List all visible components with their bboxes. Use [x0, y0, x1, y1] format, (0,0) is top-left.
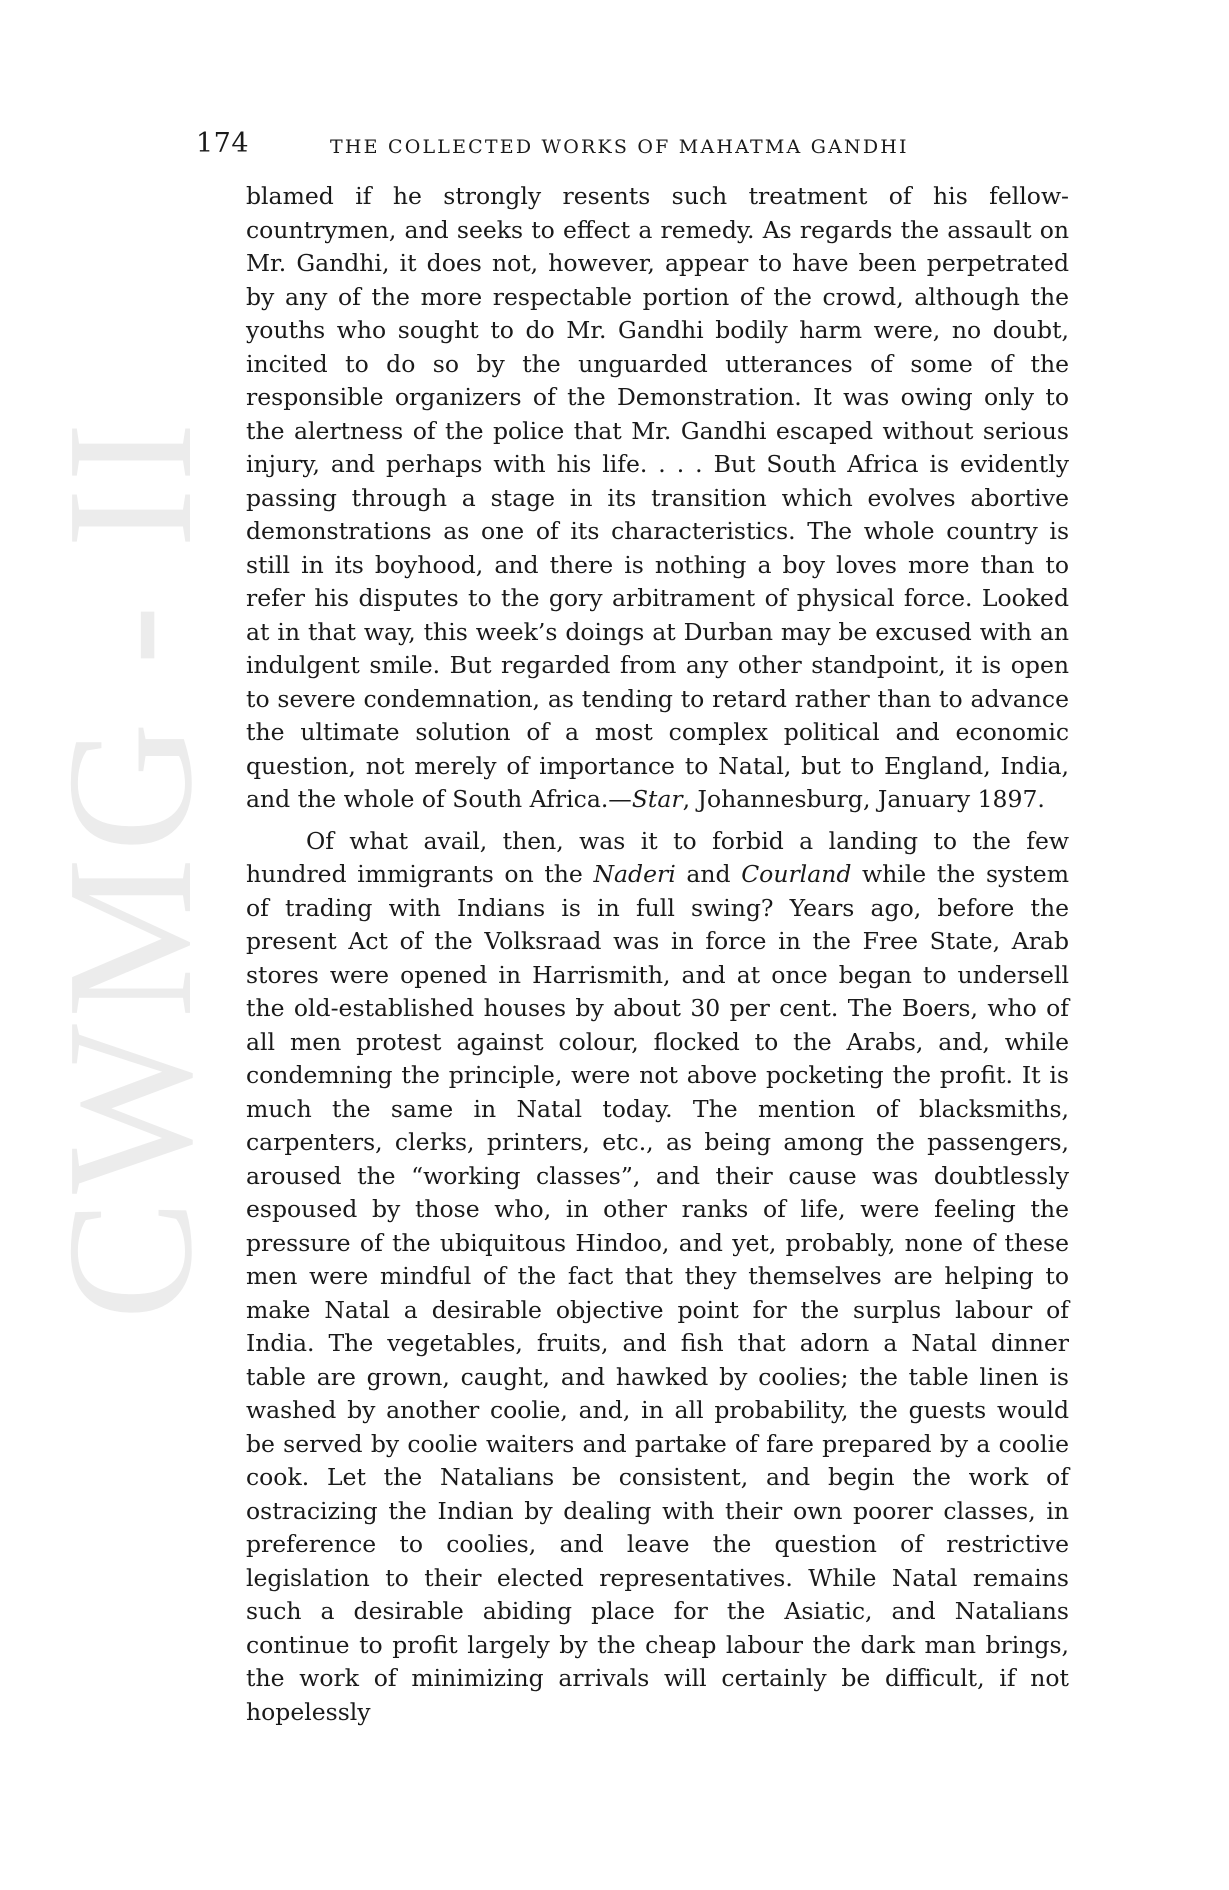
quote-paragraph — [246, 180, 1069, 817]
quoted-extract — [246, 180, 1069, 817]
paragraph-part-3: while the system of trading with Indians is in full swing? Years ago, before the present Act of the Volksraad was in force in the Free State, Arab stores were opened in Harrismith, and at once began to undersell the old-established houses by about 30 per cent. The Boers, who of all men protest against colour, flocked to the Arabs, and, while condemning the principle, were not above pocketing the profit. It is much the same in Natal today. The mention of blacksmiths, carpenters, clerks, printers, etc., as being among the passengers, aroused the “working classes”, and their cause was doubtlessly espoused by those who, in other ranks of life, were feeling the pressure of the ubiquitous Hindoo, and yet, probably, none of these men were mindful of the fact that they themselves are helping to make Natal a desirable objective point for the surplus labour of India. The vegetables, fruits, and fish that adorn a Natal dinner table are grown, caught, and hawked by coolies; the table linen is washed by another coolie, and, in all probability, the guests would be served by coolie waiters and partake of fare prepared by a coolie cook. Let the Natalians be consistent, and begin the work of ostracizing the Indian by dealing with their own poorer classes, in preference to coolies, and leave the question of restrictive legislation to their elected representatives. While Natal remains such a desirable abiding place for the Asiatic, and Natalians continue to profit largely by the cheap labour the dark man brings, the work of minimizing arrivals will certainly be difficult, if not hopelessly — [246, 860, 1069, 1726]
body-text — [246, 180, 1069, 1729]
page-number: 174 — [196, 128, 250, 159]
paragraph-part-1: Of what avail, then, was it to forbid a landing to the few hundred immigrants on the — [246, 826, 1069, 888]
quote-text: blamed if he strongly resents such treatment of his fellow-countrymen, and seeks to effect a remedy. As regards the assault on Mr. Gandhi, it does not, however, appear to have been perpetrated by any of the more respectable portion of the crowd, although the youths who sought to do Mr. Gandhi bodily harm were, no doubt, incited to do so by the unguarded utterances of some of the responsible organizers of the Demonstration. It was owing only to the alertness of the police that Mr. Gandhi escaped without serious injury, and perhaps with his life. . . . But South Africa is evidently passing through a stage in its transition which evolves abortive demonstrations as one of its characteristics. The whole country is still in its boyhood, and there is nothing a boy loves more than to refer his disputes to the gory arbitrament of physical force. Looked at in that way, this week’s doings at Durban may be excused with an indulgent smile. But regarded from any other standpoint, it is open to severe condemnation, as tending to retard rather than to advance the ultimate solution of a most complex political and economic question, not merely of importance to Natal, but to England, India, and the whole of South Africa.— — [246, 182, 1069, 813]
quote-source-title: Star — [631, 785, 683, 813]
paragraph-part-2: and — [675, 860, 742, 888]
quote-source-rest: , Johannesburg, January 1897. — [682, 785, 1045, 813]
ship-name-courland: Courland — [741, 860, 852, 888]
running-head: THE COLLECTED WORKS OF MAHATMA GANDHI — [330, 136, 909, 158]
ship-name-naderi: Naderi — [593, 860, 676, 888]
watermark-text: CWMG - II — [30, 416, 229, 1320]
body-paragraph — [246, 825, 1069, 1730]
